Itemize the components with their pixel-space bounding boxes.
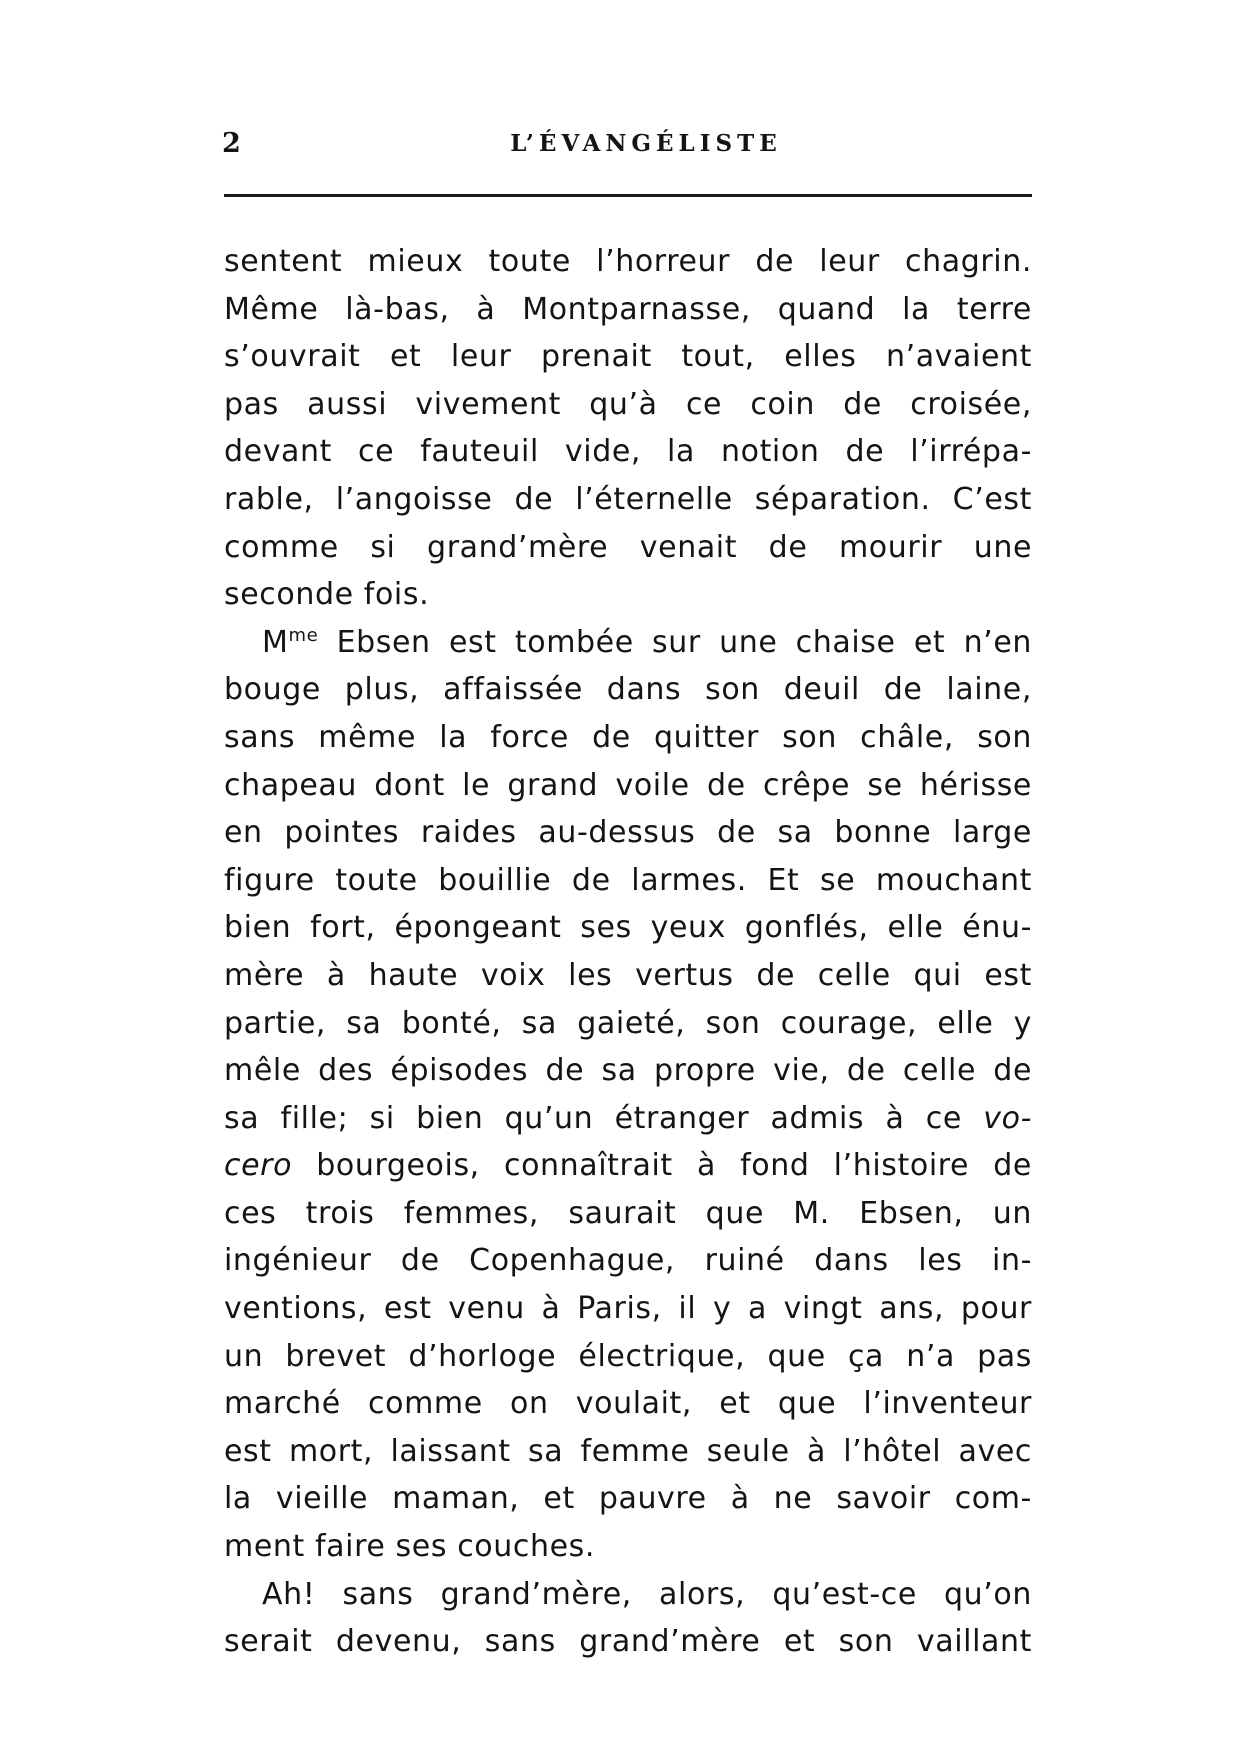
text-line: ventions, est venu à Paris, il y a vingt ans, pour bbox=[224, 1291, 1032, 1327]
header-rule bbox=[224, 194, 1032, 197]
text-line-rest: Ebsen est tombée sur une chaise et n’en bbox=[318, 624, 1032, 660]
text-line: mère à haute voix les vertus de celle qui est bbox=[224, 957, 1032, 993]
running-title: L’ÉVANGÉLISTE bbox=[510, 130, 782, 157]
title-abbrev-superscript: me bbox=[288, 624, 319, 646]
paragraph-1 bbox=[224, 238, 1032, 619]
text-line: Ah! sans grand’mère, alors, qu’est-ce qu’on bbox=[262, 1576, 1032, 1612]
text-line: Même là-bas, à Montparnasse, quand la terre bbox=[224, 291, 1032, 327]
text-line: bouge plus, affaissée dans son deuil de laine, bbox=[224, 672, 1032, 708]
text-line: devant ce fauteuil vide, la notion de l’irrépa- bbox=[224, 434, 1032, 470]
text-line-main: bourgeois, connaîtrait à fond l’histoire de bbox=[316, 1148, 1032, 1184]
text-line: ment faire ses couches. bbox=[224, 1529, 595, 1565]
text-line: partie, sa bonté, sa gaieté, son courage, elle y bbox=[224, 1005, 1032, 1041]
title-abbrev: M bbox=[262, 624, 289, 660]
text-line: mêle des épisodes de sa propre vie, de celle de bbox=[224, 1053, 1032, 1089]
page-header bbox=[222, 124, 1030, 164]
text-line: bien fort, épongeant ses yeux gonflés, elle énu- bbox=[224, 910, 1032, 946]
text-line: pas aussi vivement qu’à ce coin de croisée, bbox=[224, 386, 1032, 422]
text-line: est mort, laissant sa femme seule à l’hôtel avec bbox=[224, 1433, 1032, 1469]
text-line bbox=[224, 1142, 1032, 1190]
text-line: marché comme on voulait, et que l’inventeur bbox=[224, 1386, 1032, 1422]
text-line: ingénieur de Copenhague, ruiné dans les in- bbox=[224, 1243, 1032, 1279]
text-line: un brevet d’horloge électrique, que ça n’a pas bbox=[224, 1338, 1032, 1374]
text-line-main: sa fille; si bien qu’un étranger admis à ce bbox=[224, 1100, 962, 1136]
italic-word: cero bbox=[224, 1148, 293, 1184]
page-number: 2 bbox=[222, 128, 241, 159]
text-line: en pointes raides au-dessus de sa bonne large bbox=[224, 815, 1032, 851]
text-line: s’ouvrait et leur prenait tout, elles n’avaient bbox=[224, 339, 1032, 375]
text-line: ces trois femmes, saurait que M. Ebsen, un bbox=[224, 1195, 1032, 1231]
paragraph-3 bbox=[224, 1571, 1032, 1666]
italic-word: vo- bbox=[983, 1100, 1032, 1136]
paragraph-2 bbox=[224, 619, 1032, 1571]
text-line: seconde fois. bbox=[224, 577, 430, 613]
text-line: la vieille maman, et pauvre à ne savoir com- bbox=[224, 1481, 1032, 1517]
text-line: sentent mieux toute l’horreur de leur chagrin. bbox=[224, 244, 1032, 279]
text-line: comme si grand’mère venait de mourir une bbox=[224, 529, 1032, 565]
text-line bbox=[224, 1095, 1032, 1143]
text-line: serait devenu, sans grand’mère et son vaillant bbox=[224, 1624, 1032, 1660]
text-line: chapeau dont le grand voile de crêpe se hérisse bbox=[224, 767, 1032, 803]
text-line: rable, l’angoisse de l’éternelle séparation. C’est bbox=[224, 481, 1032, 517]
text-line bbox=[224, 619, 1032, 667]
text-line: sans même la force de quitter son châle, son bbox=[224, 719, 1032, 755]
body-text bbox=[224, 238, 1032, 1666]
text-line: figure toute bouillie de larmes. Et se mouchant bbox=[224, 862, 1032, 898]
